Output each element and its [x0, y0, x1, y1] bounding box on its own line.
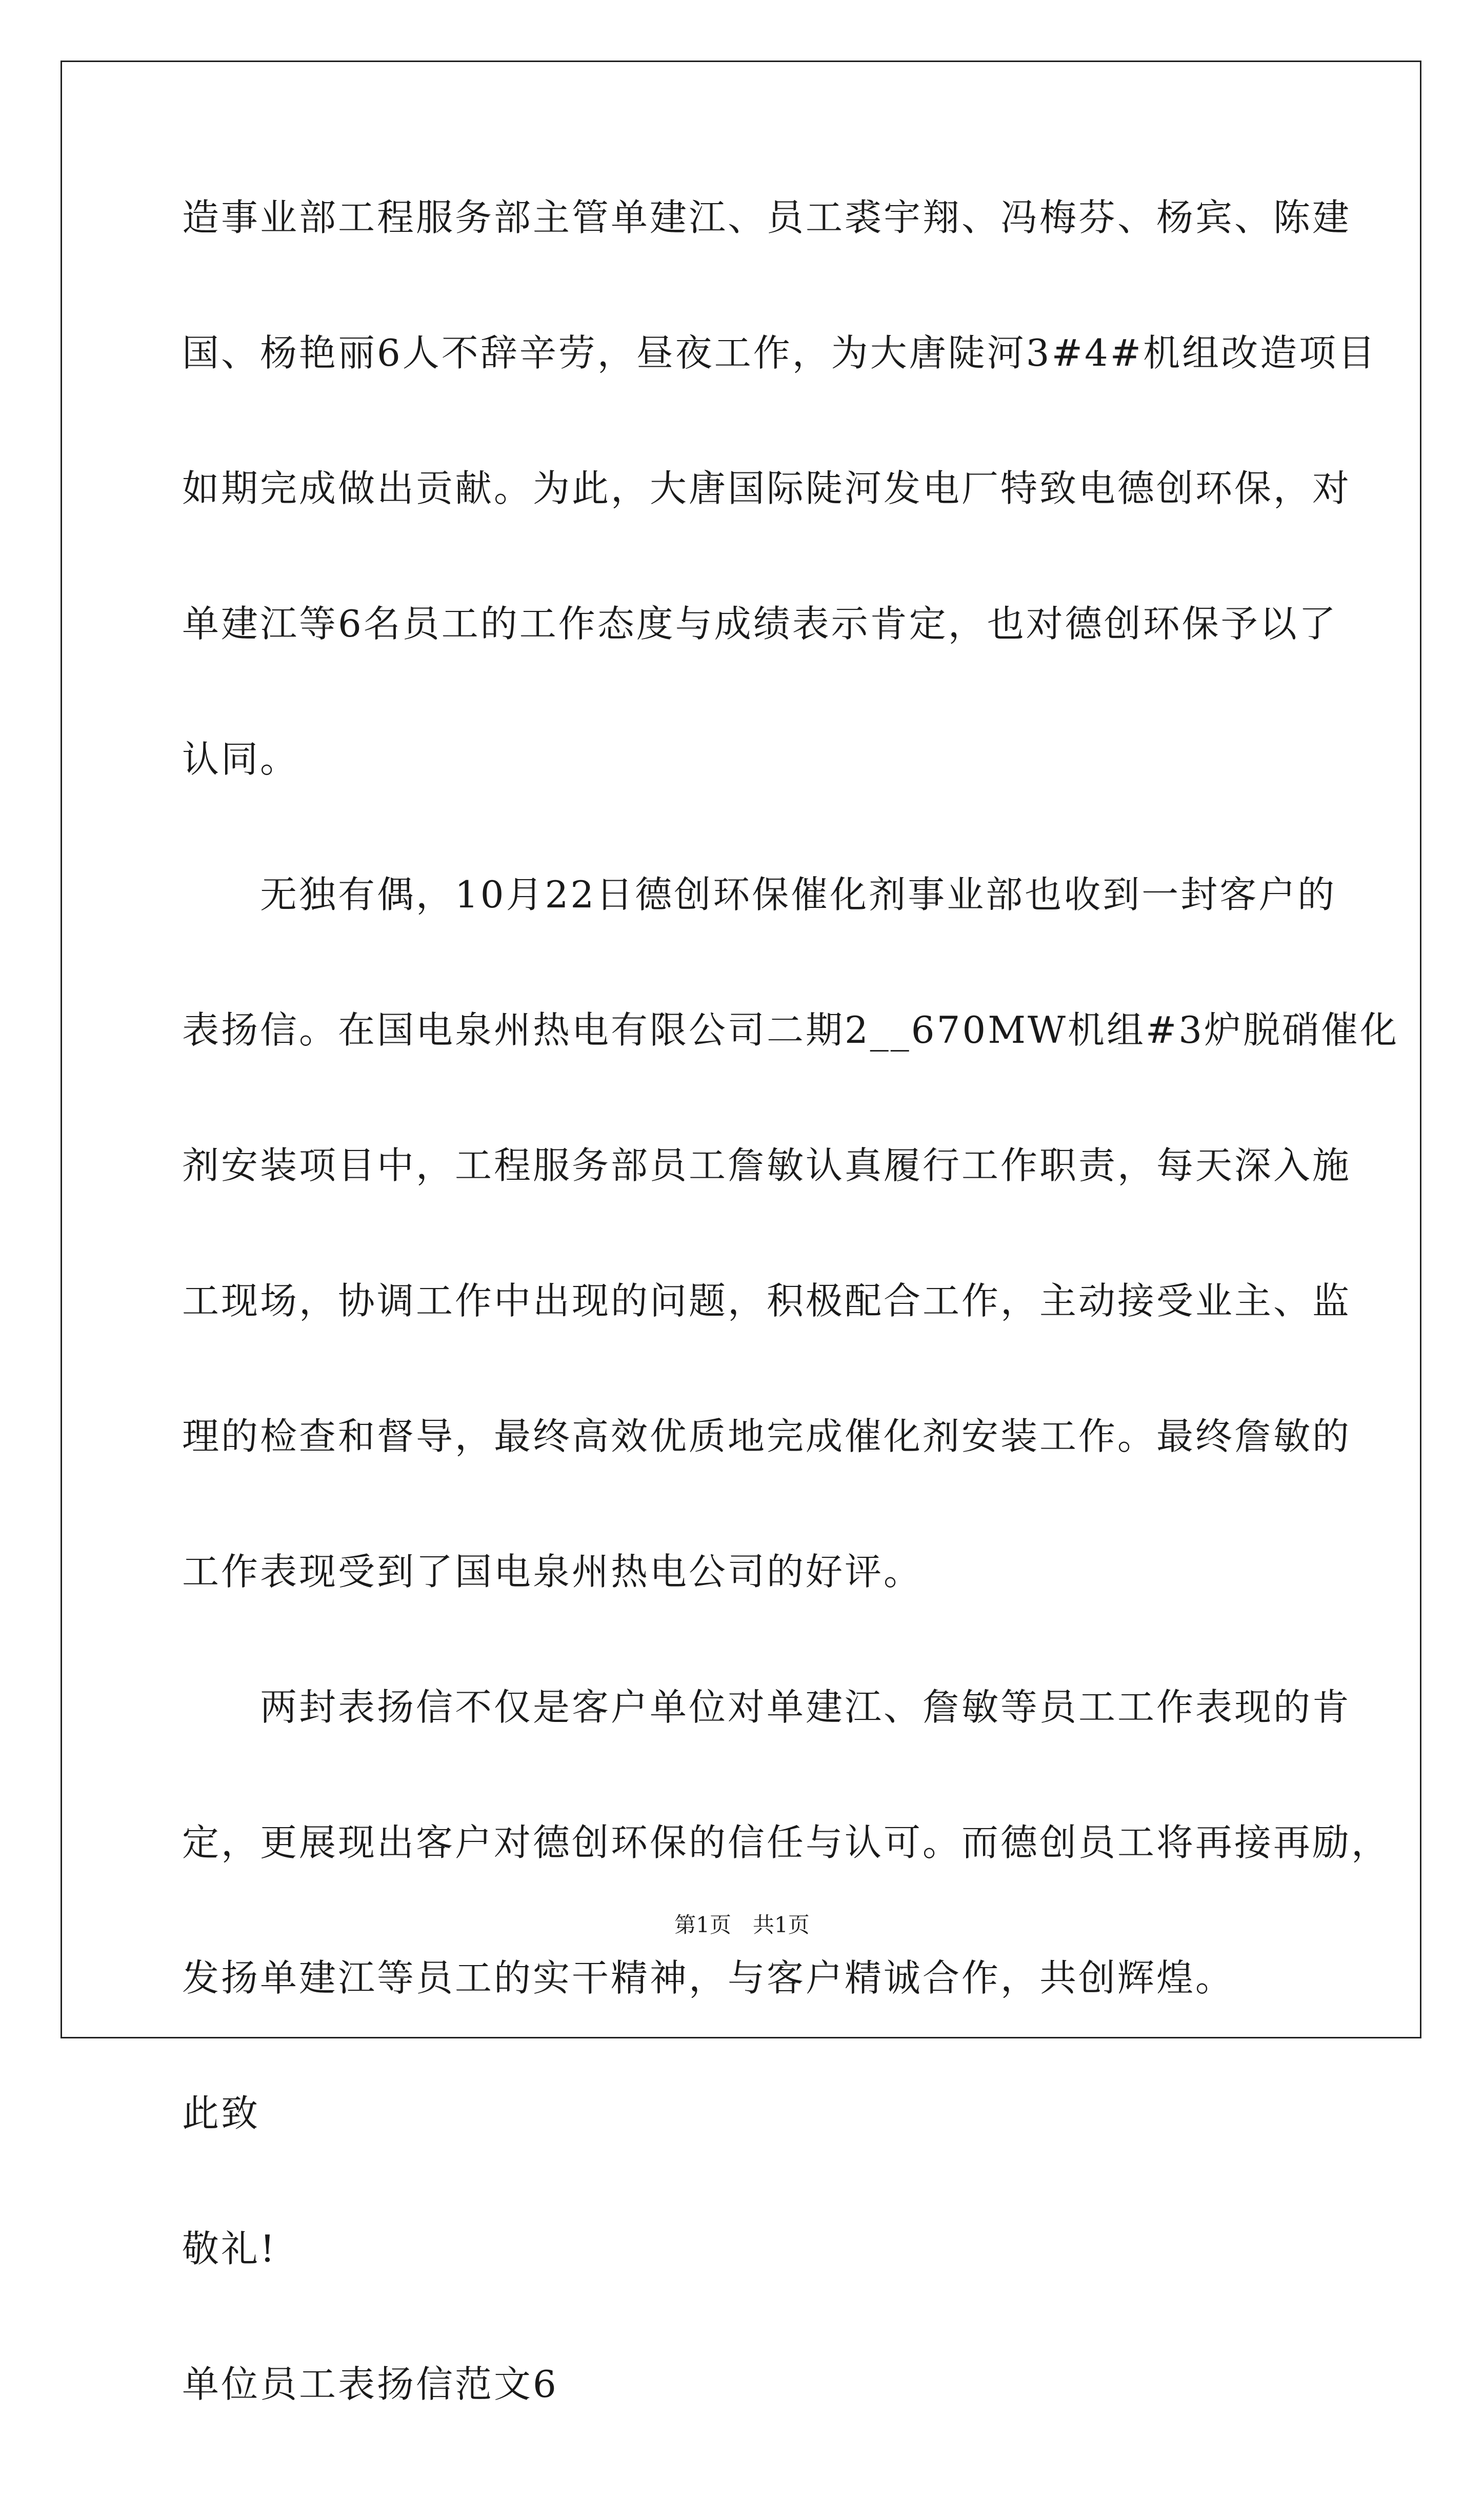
document-body	[182, 195, 1399, 2497]
text-line: 单建江等6名员工的工作态度与成绩表示肯定，也对德创环保予以了	[182, 602, 1338, 645]
text-line: 定，更展现出客户对德创环保的信任与认可。而德创员工将再接再励，	[182, 1821, 1391, 1864]
next-section-title: 单位员工表扬信范文6	[182, 2363, 558, 2406]
text-line: 认同。	[182, 738, 299, 781]
text-line: 剂安装项目中，工程服务部员工詹敏认真履行工作职责，每天深入施	[182, 1144, 1352, 1187]
text-line: 如期完成做出贡献。为此，大唐国际陡河发电厂特致电德创环保，对	[182, 467, 1352, 510]
text-line: 国、杨艳丽6人不辞辛劳，昼夜工作，为大唐陡河3#4#机组改造项目	[182, 331, 1377, 374]
paragraph	[182, 195, 1377, 782]
text-line: 工现场，协调工作中出现的问题，积极配合工作，主动接受业主、监	[182, 1279, 1352, 1322]
text-line: 两封表扬信不仅是客户单位对单建江、詹敏等员工工作表现的肯	[182, 1686, 1352, 1729]
page-number: 第1页 共1页	[674, 1912, 810, 1937]
closing-salutation: 此致	[182, 2092, 260, 2135]
text-line: 造事业部工程服务部主管单建江、员工裘宇翔、冯梅芬、杨宾、陈建	[182, 196, 1352, 239]
paragraph	[182, 872, 1399, 1594]
text-line: 工作表现受到了国电泉州热电公司的好评。	[182, 1550, 923, 1593]
paragraph	[182, 1685, 1391, 2000]
text-line: 无独有偶，10月22日德创环保催化剂事业部也收到一封客户的	[182, 873, 1337, 916]
closing-regards: 敬礼!	[182, 2227, 277, 2270]
text-line: 表扬信。在国电泉州热电有限公司二期2__670MW机组#3炉脱硝催化	[182, 1008, 1399, 1052]
text-line: 发扬单建江等员工的实干精神，与客户精诚合作，共创辉煌。	[182, 1956, 1235, 1999]
text-line: 理的检查和督导，最终高效优质地完成催化剂安装工作。最终詹敏的	[182, 1415, 1352, 1458]
